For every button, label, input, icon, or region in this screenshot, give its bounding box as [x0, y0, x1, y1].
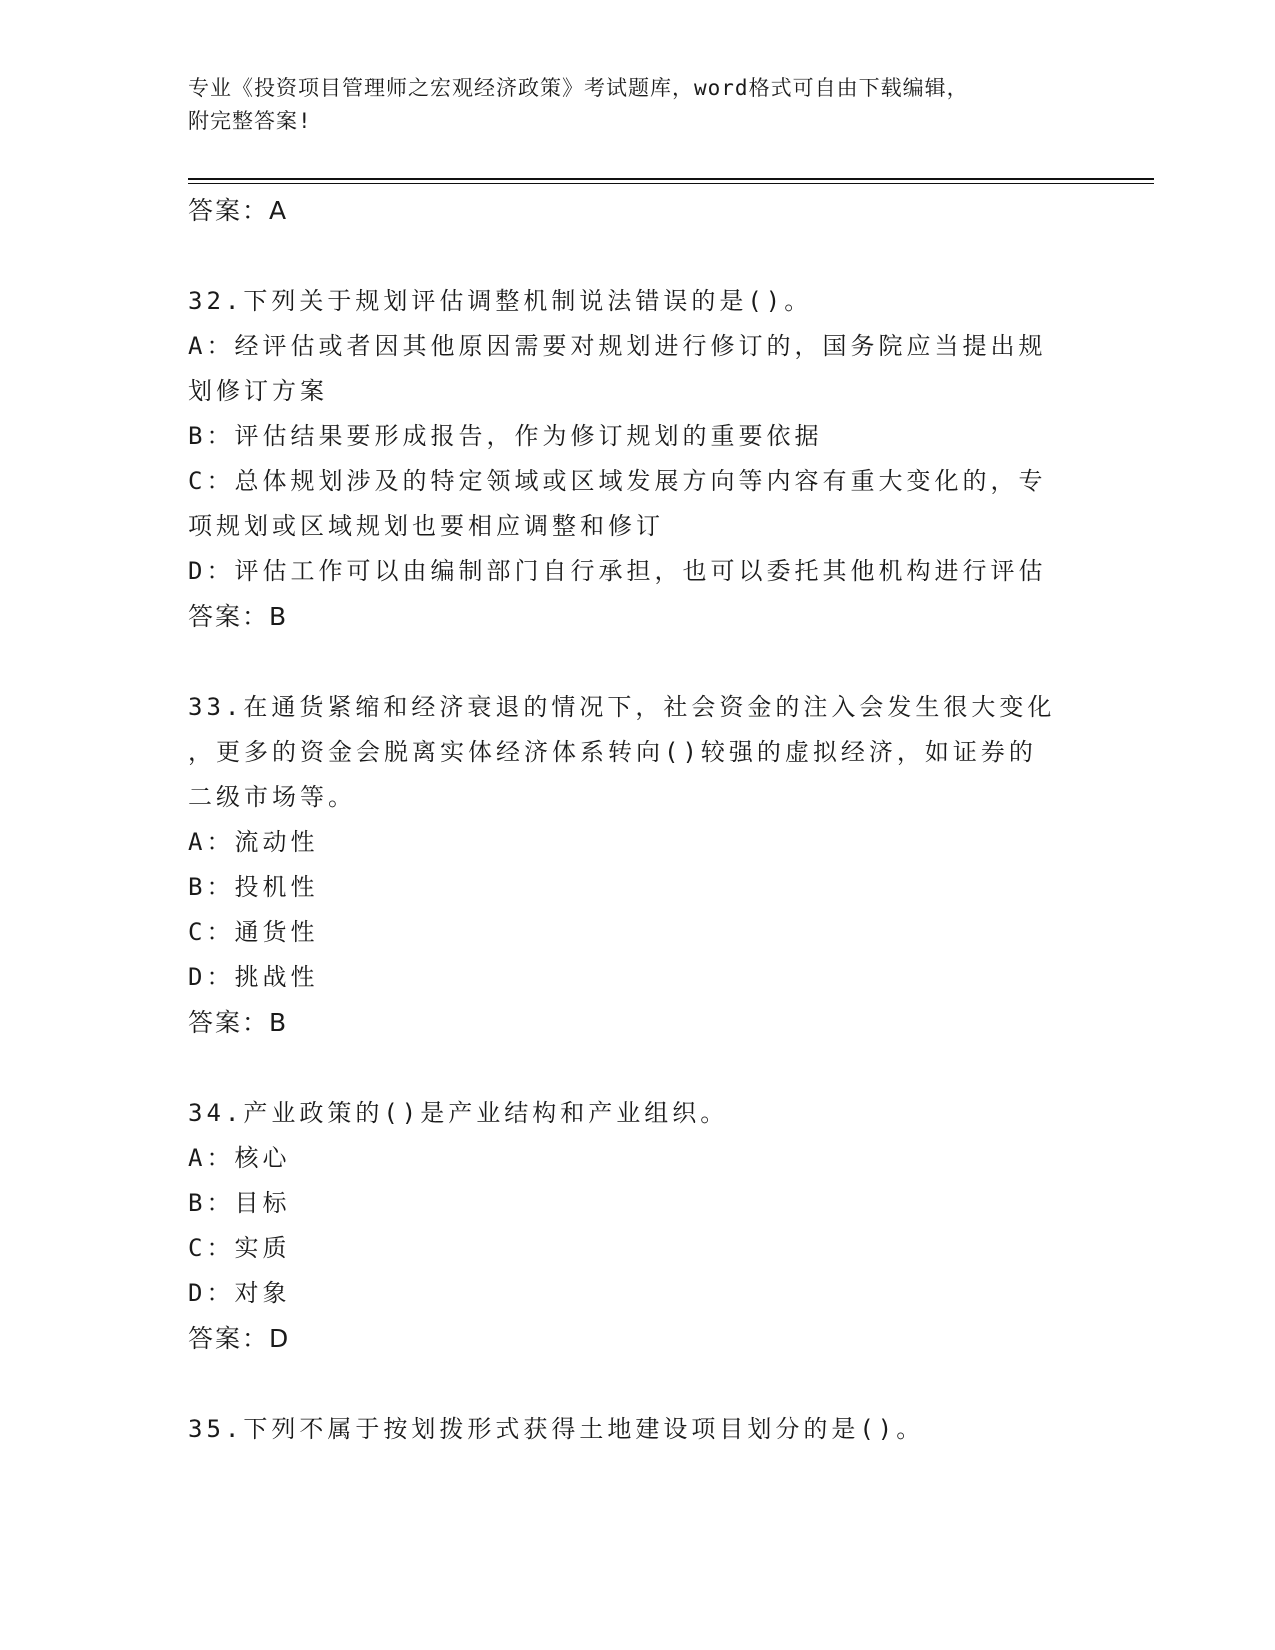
question-stem-cont: 二级市场等。 — [188, 783, 356, 811]
option-c: C：通货性 — [188, 918, 319, 946]
option-c-cont: 项规划或区域规划也要相应调整和修订 — [188, 512, 664, 540]
option-b: B：投机性 — [188, 873, 319, 901]
option-d: D：对象 — [188, 1279, 291, 1307]
answer-line: 答案：D — [188, 1324, 291, 1353]
header-line-1: 专业《投资项目管理师之宏观经济政策》考试题库，word格式可自由下载编辑， — [188, 76, 969, 100]
option-c: C：总体规划涉及的特定领域或区域发展方向等内容有重大变化的，专 — [188, 467, 1047, 495]
question-stem: 33.在通货紧缩和经济衰退的情况下，社会资金的注入会发生很大变化 — [188, 693, 1056, 721]
spacer — [188, 1045, 1088, 1091]
option-a: A：流动性 — [188, 828, 319, 856]
answer-line: 答案：B — [188, 1008, 289, 1037]
option-b: B：目标 — [188, 1189, 291, 1217]
question-stem-cont: ，更多的资金会脱离实体经济体系转向()较强的虚拟经济，如证券的 — [188, 738, 1037, 766]
header-line-2: 附完整答案! — [188, 109, 312, 133]
document-header — [188, 72, 1088, 138]
question-block — [188, 279, 1088, 639]
option-b: B：评估结果要形成报告，作为修订规划的重要依据 — [188, 422, 823, 450]
spacer — [188, 1361, 1088, 1407]
answer-line: 答案：B — [188, 602, 289, 631]
spacer — [188, 233, 1088, 279]
option-d: D：挑战性 — [188, 963, 319, 991]
header-divider-thin — [188, 183, 1154, 184]
option-c: C：实质 — [188, 1234, 291, 1262]
question-block — [188, 1407, 1088, 1452]
question-stem: 35.下列不属于按划拨形式获得土地建设项目划分的是()。 — [188, 1415, 925, 1443]
option-a-cont: 划修订方案 — [188, 377, 328, 405]
document-body — [188, 188, 1088, 1452]
header-divider — [188, 178, 1154, 180]
option-a: A：核心 — [188, 1144, 291, 1172]
answer-line: 答案：A — [188, 196, 289, 225]
question-block — [188, 1091, 1088, 1361]
question-stem: 32.下列关于规划评估调整机制说法错误的是()。 — [188, 287, 813, 315]
question-stem: 34.产业政策的()是产业结构和产业组织。 — [188, 1099, 729, 1127]
option-a: A：经评估或者因其他原因需要对规划进行修订的，国务院应当提出规 — [188, 332, 1047, 360]
option-d: D：评估工作可以由编制部门自行承担，也可以委托其他机构进行评估 — [188, 557, 1047, 585]
spacer — [188, 639, 1088, 685]
question-block — [188, 685, 1088, 1045]
